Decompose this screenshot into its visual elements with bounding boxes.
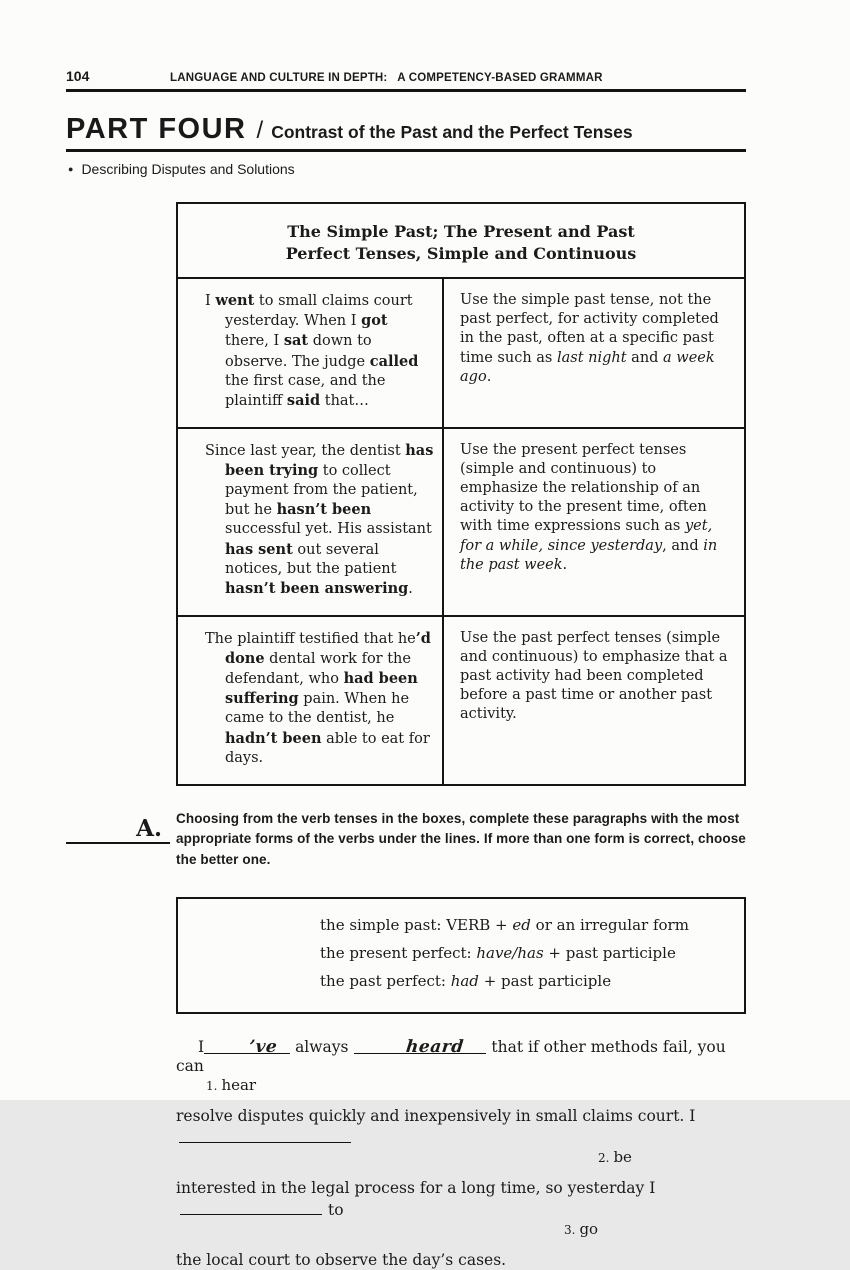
line2-text: resolve disputes quickly and inexpensively in small claims court. I <box>176 1107 696 1126</box>
paragraph-line-2 <box>176 1107 751 1148</box>
example-text: Since last year, the dentist has been trying to collect payment from the patient, but he hasn’t been successful yet. His assistant has sent out several notices, but the patient hasn’t been answering. <box>205 441 434 597</box>
part-title-rule <box>66 149 746 152</box>
hint-2 <box>598 1149 751 1166</box>
section-subtitle: Describing Disputes and Solutions <box>81 161 295 177</box>
tense-box-title-line2: Perfect Tenses, Simple and Continuous <box>285 243 637 263</box>
exercise-label: A. <box>66 809 170 844</box>
header-rule <box>66 89 746 92</box>
tense-row-past-perfect <box>178 615 744 784</box>
hint-1-verb: hear <box>221 1076 257 1095</box>
hint-3 <box>564 1221 751 1238</box>
blank-2 <box>354 1036 486 1057</box>
hint-2-verb: be <box>613 1148 632 1167</box>
rule-text: Use the present perfect tenses (simple and continuous) to emphasize the relationship of an activity to the present time, often with time expressions such as yet, for a while, since yesterday, and in the past week. <box>460 441 718 573</box>
paragraph-line-1 <box>176 1038 751 1077</box>
tense-contrast-box <box>176 202 746 786</box>
handwritten-answer-2: heard <box>405 1036 466 1057</box>
rule-cell <box>444 429 744 615</box>
rule-cell <box>444 279 744 427</box>
formula-line-present-perfect: the present perfect: have/has + past participle <box>320 944 676 963</box>
hint-3-verb: go <box>579 1219 599 1238</box>
part-title <box>66 113 746 146</box>
paragraph-line-4 <box>176 1251 751 1270</box>
rule-text: Use the simple past tense, not the past perfect, for activity completed in the past, often at a specific past time such as last night and a week ago. <box>460 292 719 385</box>
bullet-icon: ● <box>68 164 74 174</box>
paragraph-line-3 <box>176 1179 751 1220</box>
rule-cell <box>444 617 744 784</box>
formula-line-past-perfect: the past perfect: had + past participle <box>320 971 612 990</box>
line3-text: interested in the legal process for a long time, so yesterday I <box>176 1179 656 1198</box>
line1-mid: always <box>295 1037 349 1056</box>
formula-line-simple-past: the simple past: VERB + ed or an irregular form <box>320 916 689 935</box>
line1-post: that if other methods fail, you can <box>176 1037 726 1075</box>
hint-1-number: 1. <box>206 1079 218 1094</box>
blank-4 <box>180 1199 322 1215</box>
rule-text: Use the past perfect tenses (simple and continuous) to emphasize that a past activity had been completed before a past time or another past activity. <box>460 629 728 723</box>
page-header <box>66 68 746 84</box>
page-number: 104 <box>66 68 90 84</box>
exercise-instructions: Choosing from the verb tenses in the boxes, complete these paragraphs with the most appropriate forms of the verbs under the lines. If more than one form is correct, choose the better one. <box>176 810 746 867</box>
section-subtitle-row <box>66 161 746 177</box>
part-slash: / <box>256 117 264 144</box>
line3-post: to <box>328 1200 344 1219</box>
example-cell <box>178 429 444 615</box>
part-label: PART FOUR <box>66 113 247 145</box>
verb-form-box <box>176 897 746 1013</box>
hint-2-number: 2. <box>598 1151 610 1166</box>
running-head: LANGUAGE AND CULTURE IN DEPTH: A COMPETENCY-BASED GRAMMAR <box>170 72 603 84</box>
tense-row-present-perfect <box>178 427 744 615</box>
line1-pre: I <box>198 1037 205 1056</box>
exercise-label-column <box>66 809 176 871</box>
example-cell <box>178 279 444 427</box>
example-text: The plaintiff testified that he’d done dental work for the defendant, who had been suffering pain. When he came to the dentist, he hadn’t been able to eat for days. <box>205 629 431 766</box>
tense-box-title <box>178 204 744 277</box>
part-title-text: Contrast of the Past and the Perfect Tenses <box>271 122 633 142</box>
tense-row-simple-past <box>178 277 744 427</box>
blank-1 <box>204 1036 290 1057</box>
handwritten-answer-1: ’ve <box>248 1036 279 1057</box>
tense-box-title-line1: The Simple Past; The Present and Past <box>287 222 635 241</box>
example-text: I went to small claims court yesterday. When I got there, I sat down to observe. The judge called the first case, and the plaintiff said that… <box>205 292 419 409</box>
fill-in-paragraph <box>176 1038 751 1270</box>
example-cell <box>178 617 444 784</box>
hint-1 <box>206 1077 751 1094</box>
blank-3 <box>179 1127 351 1143</box>
hint-3-number: 3. <box>564 1222 576 1237</box>
exercise-a-section <box>66 809 746 871</box>
line4-text: the local court to observe the day’s cases. <box>176 1251 507 1269</box>
